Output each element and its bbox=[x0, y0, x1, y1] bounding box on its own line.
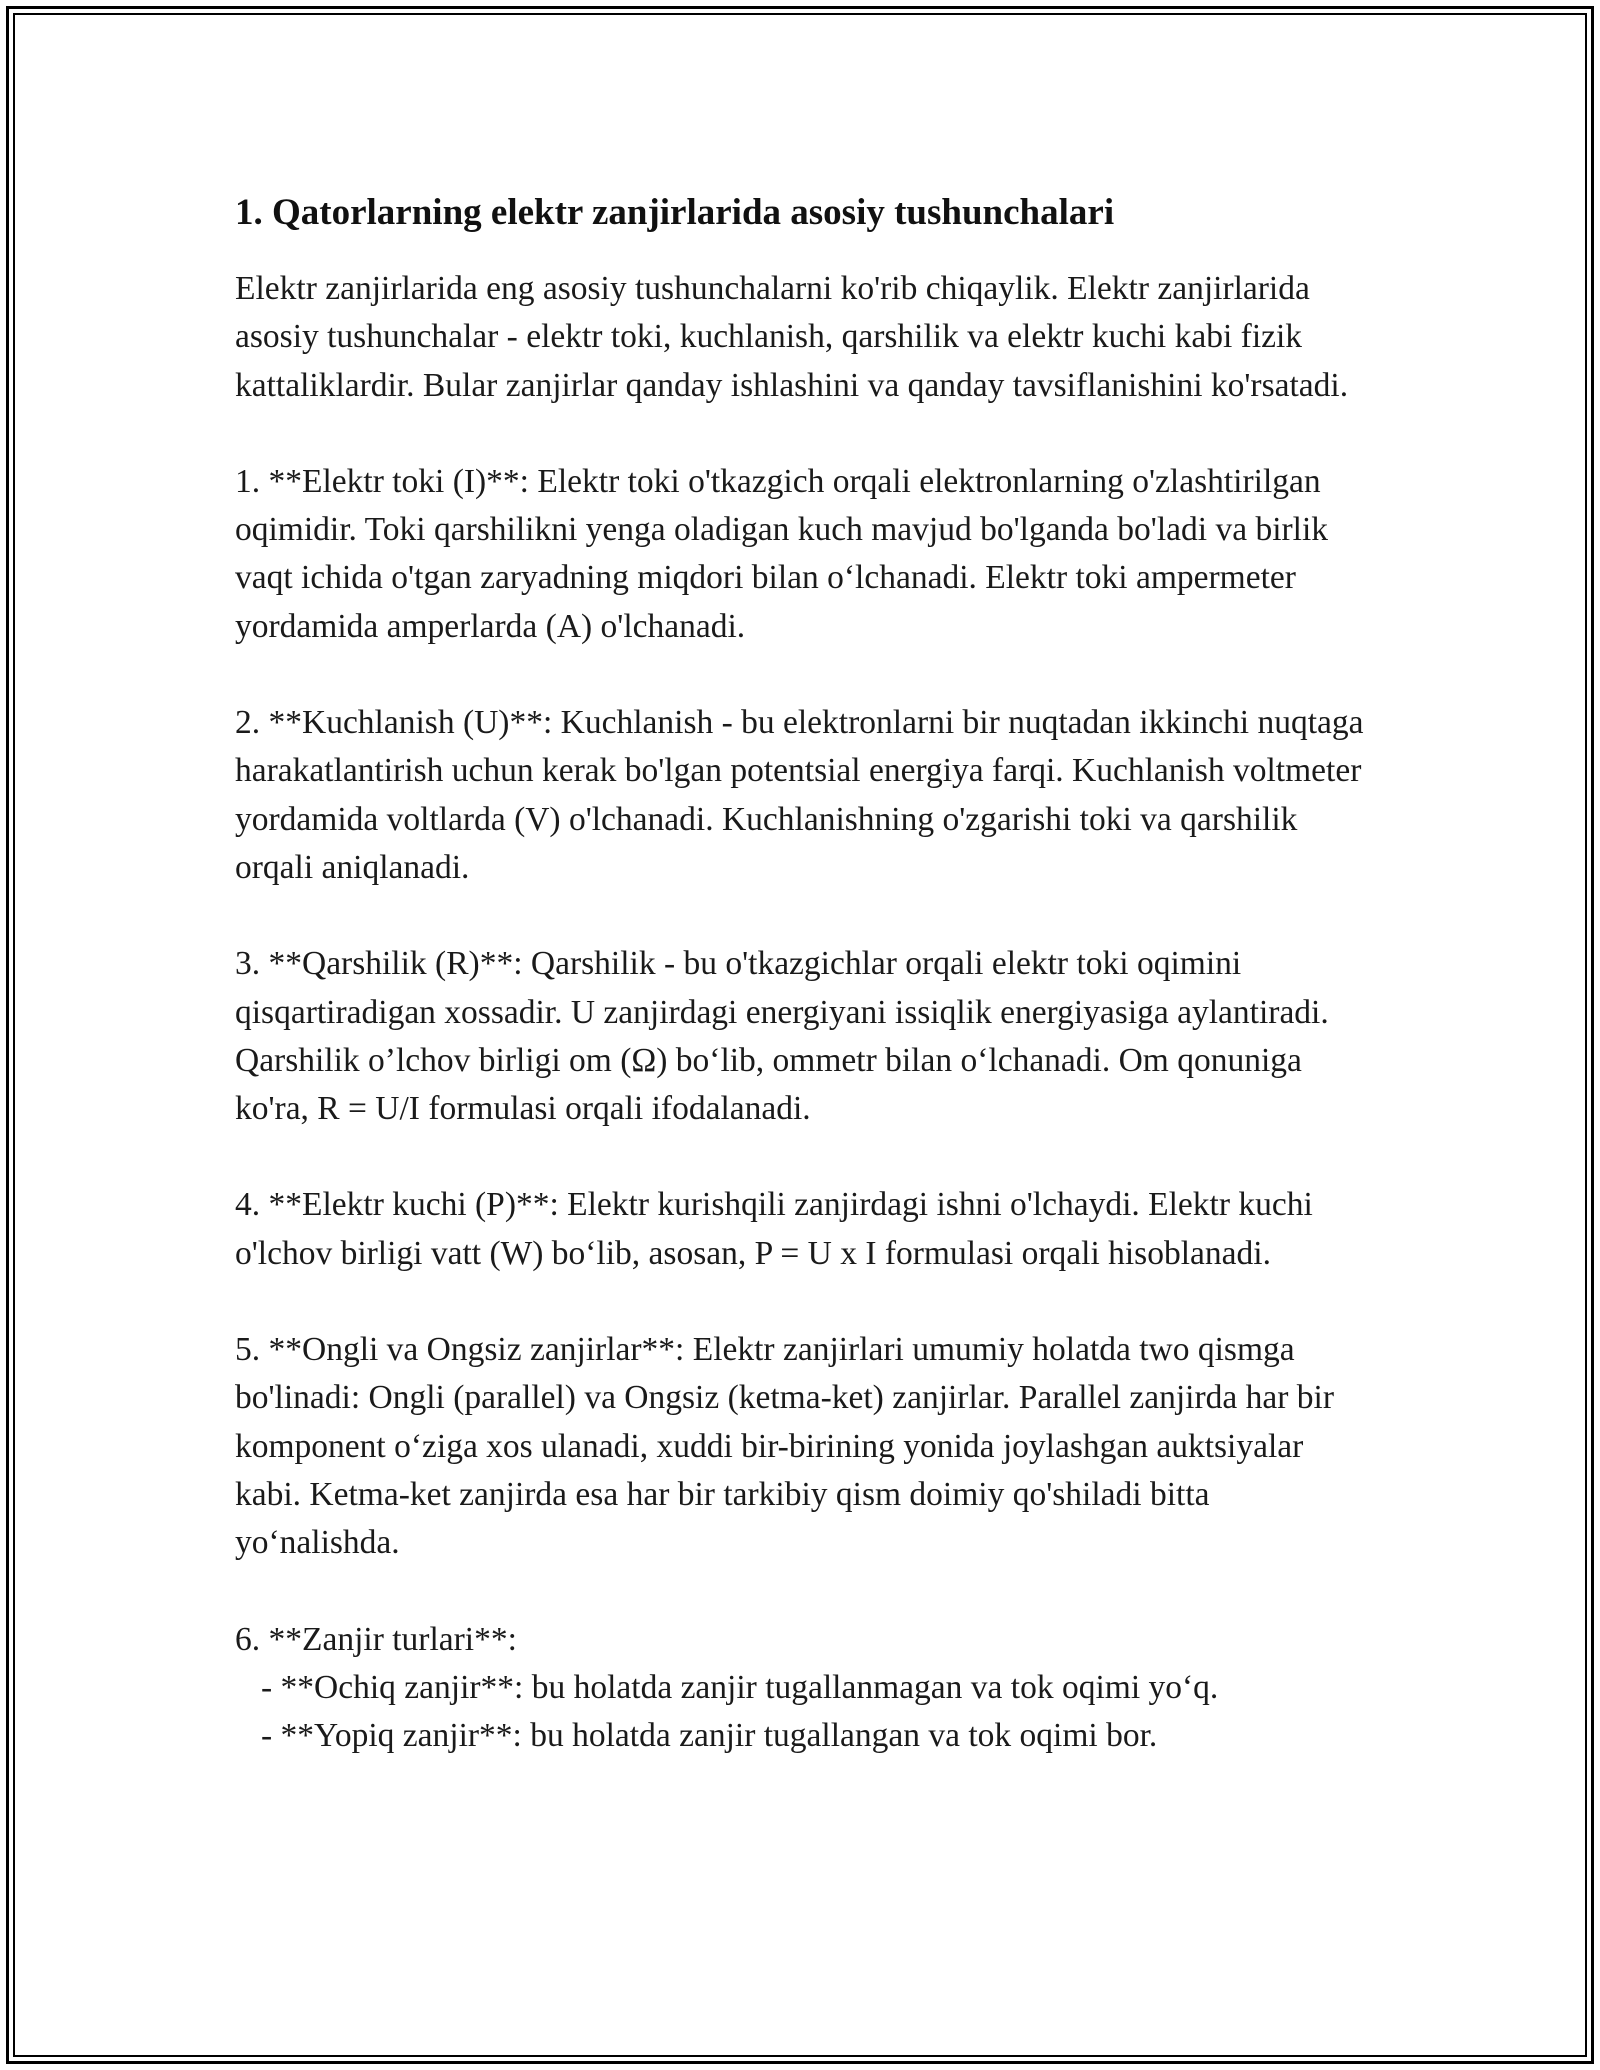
circuit-types-title: 6. **Zanjir turlari**: bbox=[235, 1620, 517, 1658]
item-circuit-types bbox=[235, 1616, 1375, 1761]
item-electric-power: 4. **Elektr kuchi (P)**: Elektr kurishqili zanjirdagi ishni o'lchaydi. Elektr kuchi o'lchov birligi vatt (W) bo‘lib, asosan, P = U x I formulasi orqali hisoblanadi. bbox=[235, 1186, 1313, 1272]
item-voltage: 2. **Kuchlanish (U)**: Kuchlanish - bu elektronlarni bir nuqtadan ikkinchi nuqtaga harakatlantirish uchun kerak bo'lgan potentsial energiya farqi. Kuchlanish voltmeter yordamida voltlarda (V) o'lchanadi. Kuchlanishning o'zgarishi toki va qarshilik orqali aniqlanadi. bbox=[235, 704, 1364, 886]
item-circuit-connections: 5. **Ongli va Ongsiz zanjirlar**: Elektr zanjirlari umumiy holatda two qismga bo'linadi: Ongli (parallel) va Ongsiz (ketma-ket) zanjirlar. Parallel zanjirda har bir komponent o‘ziga xos ulanadi, xuddi bir-birining yonida joylashgan auktsiyalar kabi. Ketma-ket zanjirda esa har bir tarkibiy qism doimiy qo'shiladi bitta yo‘nalishda. bbox=[235, 1331, 1335, 1562]
closed-circuit-item: - **Yopiq zanjir**: bu holatda zanjir tugallangan va tok oqimi bor. bbox=[261, 1717, 1158, 1755]
item-electric-current: 1. **Elektr toki (I)**: Elektr toki o'tkazgich orqali elektronlarning o'zlashtirilgan oqimidir. Toki qarshilikni yenga oladigan kuch mavjud bo'lganda bo'ladi va birlik vaqt ichida o'tgan zaryadning miqdori bilan o‘lchanadi. Elektr toki ampermeter yordamida amperlarda (A) o'lchanadi. bbox=[235, 462, 1329, 645]
intro-paragraph: Elektr zanjirlarida eng asosiy tushunchalarni ko'rib chiqaylik. Elektr zanjirlarida asosiy tushunchalar - elektr toki, kuchlanish, qarshilik va elektr kuchi kabi fizik kattaliklardir. Bular zanjirlar qanday ishlashini va qanday tavsiflanishini ko'rsatadi. bbox=[235, 270, 1349, 404]
document-body bbox=[235, 185, 1375, 1760]
open-circuit-item: - **Ochiq zanjir**: bu holatda zanjir tugallanmagan va tok oqimi yo‘q. bbox=[261, 1668, 1219, 1706]
section-heading: 1. Qatorlarning elektr zanjirlarida asosiy tushunchalari bbox=[235, 192, 1115, 233]
item-resistance: 3. **Qarshilik (R)**: Qarshilik - bu o'tkazgichlar orqali elektr toki oqimini qisqartiradigan xossadir. U zanjirdagi energiyani issiqlik energiyasiga aylantiradi. Qarshilik o’lchov birligi om (Ω) bo‘lib, ommetr bilan o‘lchanadi. Om qonuniga ko'ra, R = U/I formulasi orqali ifodalanadi. bbox=[235, 945, 1329, 1128]
